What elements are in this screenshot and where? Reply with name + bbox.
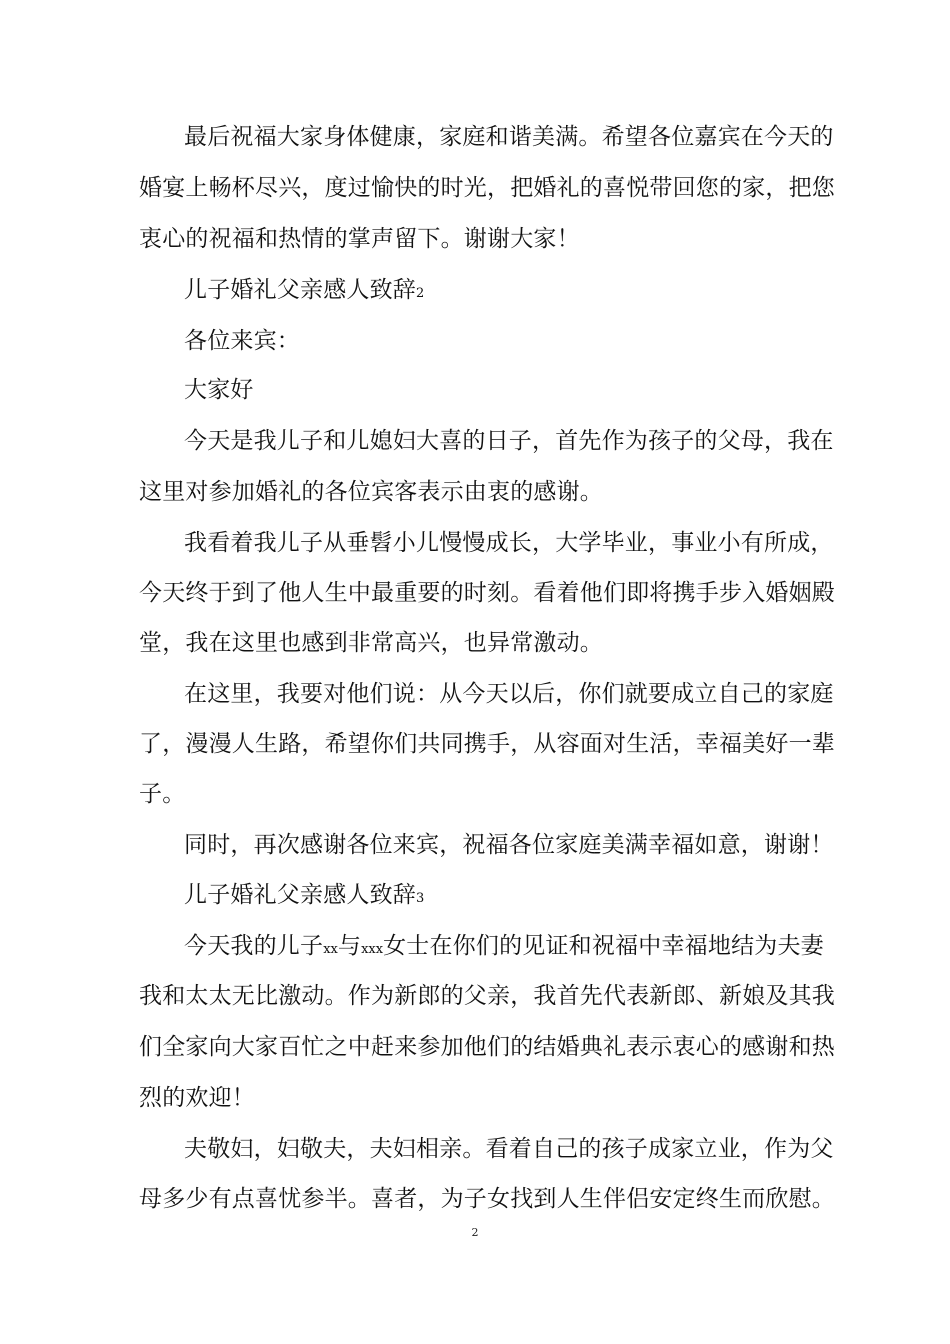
paragraph-line: 衷心的祝福和热情的掌声留下。谢谢大家！ <box>139 226 580 252</box>
paragraph-line: 了，漫漫人生路，希望你们共同携手，从容面对生活，幸福美好一辈 <box>139 731 835 757</box>
paragraph-line: 在这里，我要对他们说：从今天以后，你们就要成立自己的家庭 <box>184 681 834 707</box>
paragraph-line: 今天终于到了他人生中最重要的时刻。看着他们即将携手步入婚姻殿 <box>139 580 835 606</box>
paragraph-line: 夫敬妇，妇敬夫，夫妇相亲。看着自己的孩子成家立业，作为父 <box>184 1136 834 1162</box>
text-run: 与 <box>337 933 362 959</box>
text-run: 女士在你们的见证和祝福中幸福地结为夫妻 <box>383 933 824 959</box>
paragraph-line: 烈的欢迎！ <box>139 1085 255 1111</box>
paragraph-line: 我看着我儿子从垂髫小儿慢慢成长，大学毕业，事业小有所成， <box>184 530 834 556</box>
paragraph-line: 最后祝福大家身体健康，家庭和谐美满。希望各位嘉宾在今天的 <box>184 124 834 150</box>
paragraph-line: 们全家向大家百忙之中赶来参加他们的结婚典礼表示衷心的感谢和热 <box>139 1034 835 1060</box>
heading-number: 2 <box>416 286 425 301</box>
paragraph-line: 我和太太无比激动。作为新郎的父亲，我首先代表新郎、新娘及其我 <box>139 983 835 1009</box>
placeholder-name: xx <box>323 942 338 957</box>
text-run: 今天我的儿子 <box>184 933 324 959</box>
paragraph-line: 同时，再次感谢各位来宾，祝福各位家庭美满幸福如意，谢谢！ <box>184 832 834 858</box>
heading-text: 儿子婚礼父亲感人致辞 <box>184 277 416 303</box>
paragraph-line: 这里对参加婚礼的各位宾客表示由衷的感谢。 <box>139 479 603 505</box>
paragraph-line: 婚宴上畅杯尽兴，度过愉快的时光，把婚礼的喜悦带回您的家，把您 <box>139 175 835 201</box>
placeholder-name: xxx <box>361 942 384 957</box>
heading-number: 3 <box>416 891 425 906</box>
heading-text: 儿子婚礼父亲感人致辞 <box>184 882 416 908</box>
paragraph-line: 母多少有点喜忧参半。喜者，为子女找到人生伴侣安定终生而欣慰。 <box>139 1186 835 1212</box>
paragraph-line: 堂，我在这里也感到非常高兴，也异常激动。 <box>139 630 603 656</box>
salutation: 各位来宾： <box>184 328 300 354</box>
section-heading <box>184 880 424 914</box>
paragraph-line: 子。 <box>139 781 186 807</box>
paragraph-line: 今天是我儿子和儿媳妇大喜的日子，首先作为孩子的父母，我在 <box>184 428 834 454</box>
paragraph-line <box>184 931 824 965</box>
section-heading <box>184 275 424 309</box>
page-number: 2 <box>471 1226 479 1239</box>
greeting: 大家好 <box>184 377 254 403</box>
